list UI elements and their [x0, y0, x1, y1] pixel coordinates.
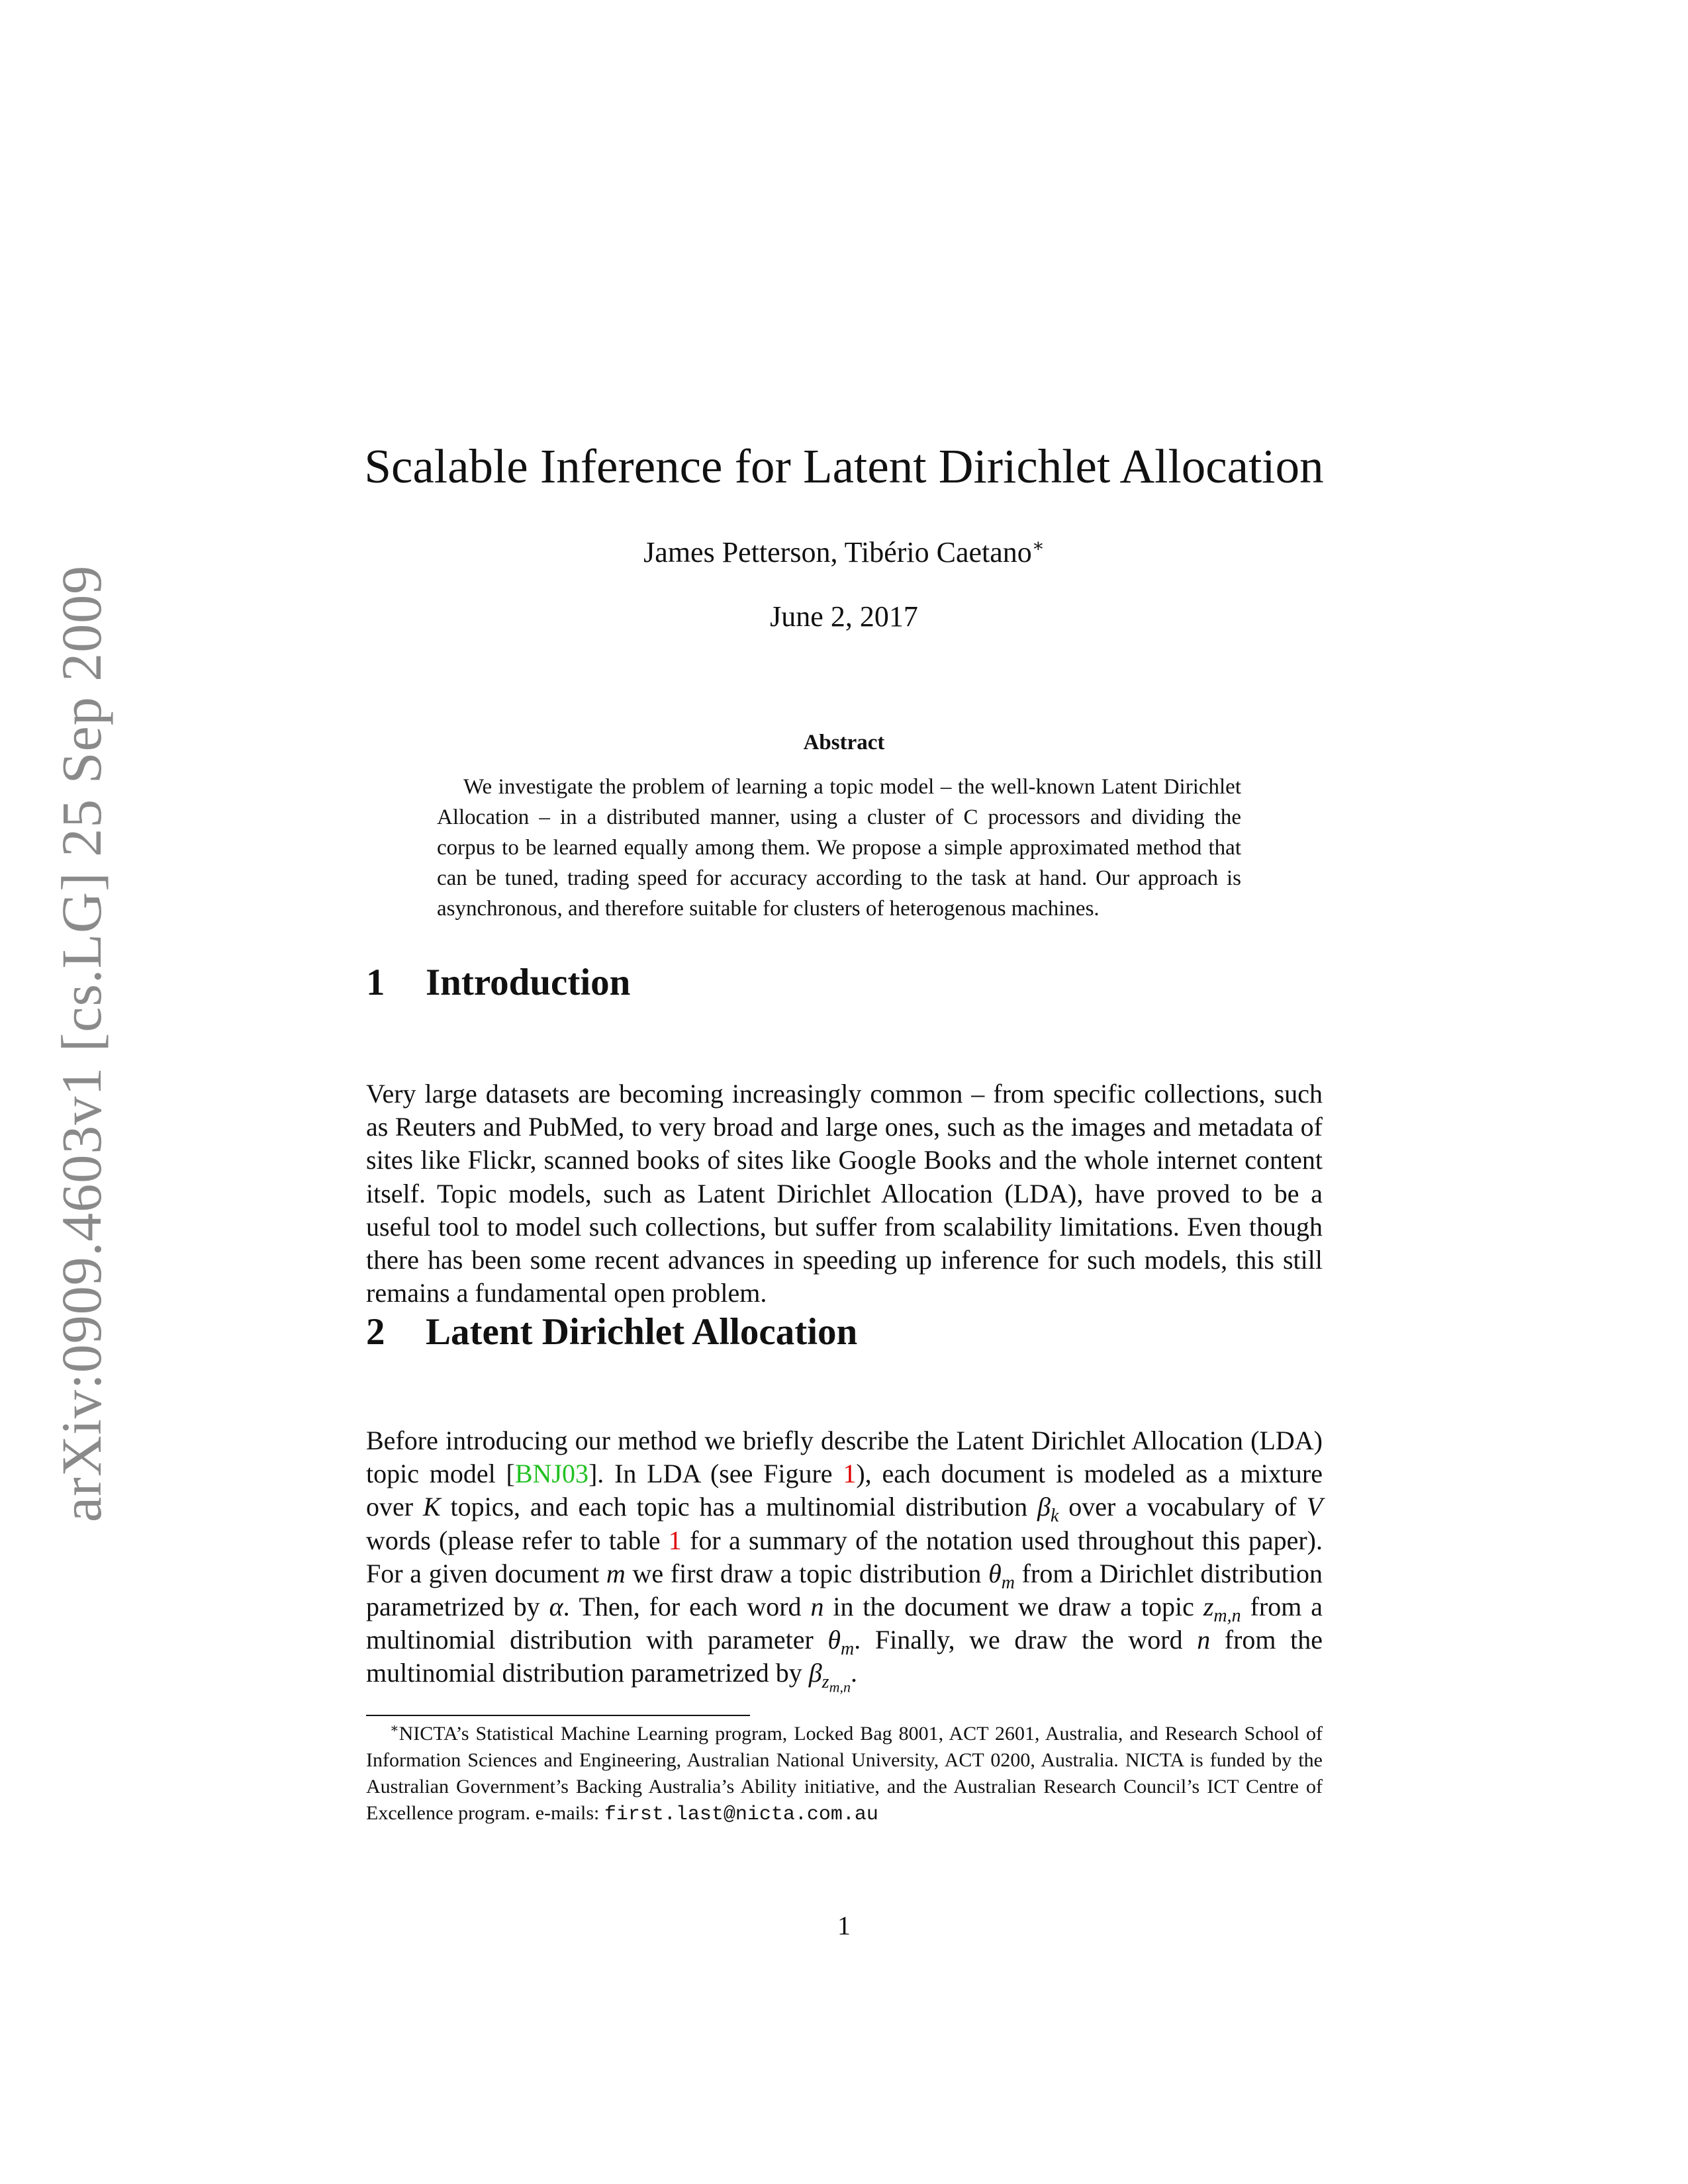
math-var: K — [422, 1492, 441, 1522]
footnote-mark: ∗ — [390, 1721, 399, 1736]
paper-title: Scalable Inference for Latent Dirichlet Allocation — [364, 439, 1324, 493]
email-address[interactable]: first.last@nicta.com.au — [604, 1803, 878, 1826]
lda-paragraph: Before introducing our method we briefly describe the Latent Dirichlet Allocation (LDA) topic model [BNJ03]. In LDA (see Figure 1), each document is modeled as a mixture over K topics, and each topic has a multinomial distribution $\beta_k$ over a vocabulary of V words (please refer to table 1 for a summary of the notation used throughout this paper). For a given document m we first draw a topic distribution $\theta_m$ from a Dirichlet distribution parametrized by α. Then, for each word n in the document we draw a topic $z_{m,n}$ from a multinomial distribution with parameter $\theta_m$. Finally, we draw the word n from the multinomial distribution parametrized by $\beta_{z_{m,n}}$. — [366, 1426, 1323, 1696]
footnote-text: NICTA’s Statistical Machine Learning program, Locked Bag 8001, ACT 2601, Australia, and Research School of Information Sciences and Engineering, Australian National University, ACT 0200, Australia. NICTA is funded by the Australian Government’s Backing Australia’s Ability initiative, and the Australian Research Council’s ICT Centre of Excellence program. e-mails: — [366, 1723, 1323, 1824]
author-names: James Petterson, Tibério Caetano — [643, 536, 1032, 569]
arxiv-identifier-stamp: arXiv:0909.4603v1 [cs.LG] 25 Sep 2009 — [50, 565, 113, 1522]
author-list — [0, 533, 1688, 572]
section-heading-lda — [366, 1309, 857, 1355]
page-number: 1 — [837, 1911, 851, 1940]
math-var: n — [810, 1592, 824, 1622]
figure-reference-link[interactable]: 1 — [843, 1459, 857, 1489]
footnote-divider — [366, 1715, 750, 1716]
section-title: Latent Dirichlet Allocation — [426, 1311, 858, 1353]
section-number: 2 — [366, 1311, 385, 1353]
section-title: Introduction — [426, 962, 631, 1003]
math-var: m — [606, 1558, 626, 1588]
math-var: β — [808, 1658, 822, 1688]
affiliation-footnote — [366, 1721, 1323, 1828]
math-var: z — [1203, 1592, 1214, 1622]
math-var: θ — [827, 1625, 841, 1655]
table-reference-link[interactable]: 1 — [668, 1525, 682, 1555]
math-var: θ — [988, 1558, 1002, 1588]
math-var: α — [549, 1592, 563, 1622]
citation-link[interactable]: BNJ03 — [514, 1459, 588, 1489]
section-heading-introduction — [366, 960, 630, 1006]
abstract-text: We investigate the problem of learning a topic model – the well-known Latent Dirichlet Allocation – in a distributed manner, using a cluster of C processors and dividing the corpus to be learned equally among them. We propose a simple approximated method that can be tuned, trading speed for accuracy according to the task at hand. Our approach is asynchronous, and therefore suitable for clusters of heterogenous machines. — [437, 775, 1241, 921]
abstract-heading: Abstract — [803, 731, 885, 754]
introduction-paragraph: Very large datasets are becoming increasingly common – from specific collections, such as Reuters and PubMed, to very broad and large ones, such as the images and metadata of sites like Flickr, scanned books of sites like Google Books and the whole internet content itself. Topic models, such as Latent Dirichlet Allocation (LDA), have proved to be a useful tool to model such collections, but suffer from scalability limitations. Even though there has been some recent advances in speeding up inference for such models, this still remains a fundamental open problem. — [366, 1079, 1323, 1308]
math-var: n — [1197, 1625, 1211, 1655]
math-var: V — [1306, 1492, 1323, 1522]
author-footnote-mark[interactable]: ∗ — [1031, 535, 1045, 557]
math-var: β — [1037, 1492, 1051, 1522]
section-number: 1 — [366, 962, 385, 1003]
paper-date: June 2, 2017 — [770, 600, 918, 633]
